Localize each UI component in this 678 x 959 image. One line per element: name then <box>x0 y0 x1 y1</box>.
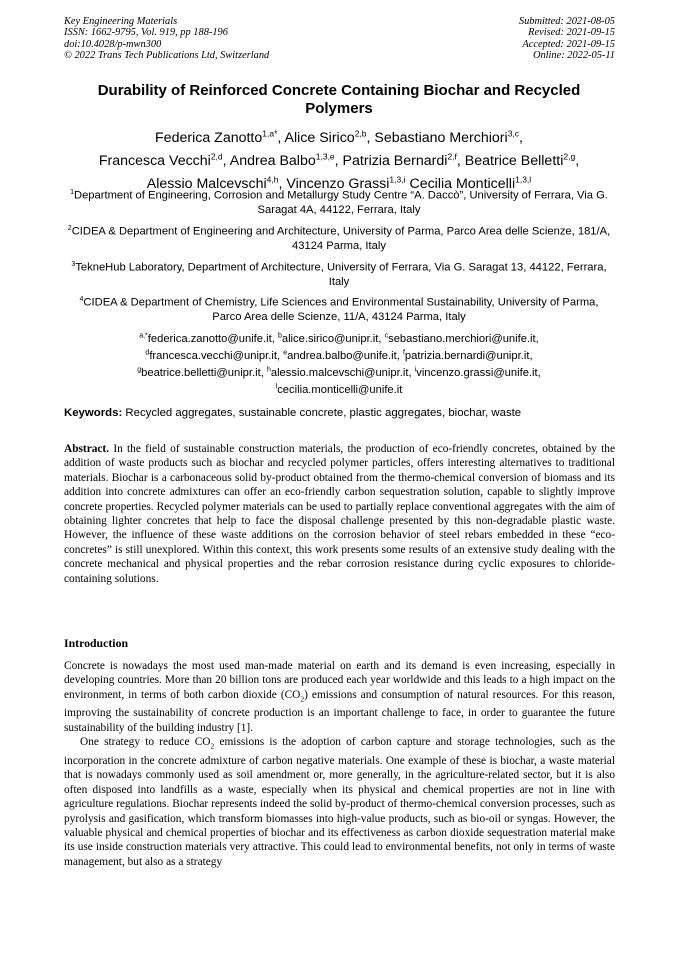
author <box>343 153 465 169</box>
email-marker: b <box>277 332 282 339</box>
author-name: Sebastiano Merchiori <box>374 129 508 146</box>
introduction-paragraph-1 <box>64 659 615 735</box>
email-separator: , <box>260 367 267 380</box>
email-entry <box>283 350 403 362</box>
author-name: Alice Sirico <box>284 129 355 146</box>
email-address[interactable]: cecilia.monticelli@unife.it <box>277 384 403 397</box>
email-address[interactable]: alessio.malcevschi@unipr.it <box>270 367 409 380</box>
affiliation-text: Department of Engineering, Corrosion and Metallurgy Study Centre “A. Daccò”, University of Ferrara, Via G. Saragat 4A, 44122, Ferrara, Italy <box>73 189 608 216</box>
author-name: Federica Zanotto <box>155 129 263 146</box>
email-entry <box>137 367 267 379</box>
email-address[interactable]: alice.sirico@unipr.it <box>281 332 379 345</box>
paragraph-text: One strategy to reduce CO <box>80 736 211 749</box>
email-separator: , <box>378 332 385 345</box>
email-address[interactable]: andrea.balbo@unife.it <box>287 349 397 362</box>
author-affiliation-marker: 3,c <box>507 128 520 138</box>
email-separator: , <box>271 332 278 345</box>
paper-title: Durability of Reinforced Concrete Containing Biochar and Recycled Polymers <box>97 82 581 117</box>
journal-header-left <box>64 16 269 61</box>
copyright-line: © 2022 Trans Tech Publications Ltd, Switzerland <box>64 49 270 61</box>
email-entry <box>139 333 278 345</box>
author-separator: , <box>334 152 343 169</box>
affiliation-1 <box>64 186 614 217</box>
email-address[interactable]: vincenzo.grassi@unife.it <box>416 367 538 380</box>
author-name: Andrea Balbo <box>229 152 316 169</box>
email-marker: f <box>402 349 405 357</box>
author-name: Vincenzo Grassi <box>286 175 390 192</box>
journal-header-right <box>519 16 615 61</box>
author-affiliation-marker: 2,d <box>210 151 223 162</box>
abstract-label: Abstract. <box>64 443 110 455</box>
author-affiliation-marker: 4,h <box>266 174 279 185</box>
email-marker: c <box>384 332 389 339</box>
email-address[interactable]: sebastiano.merchiori@unife.it <box>388 332 536 345</box>
email-separator: , <box>396 349 403 362</box>
email-entry <box>267 367 415 379</box>
email-marker: a,* <box>139 332 148 339</box>
email-entry <box>385 333 539 345</box>
subscript: 2 <box>300 694 305 704</box>
introduction-heading: Introduction <box>64 636 129 650</box>
author-affiliation-marker: 1,3,e <box>315 151 335 162</box>
paragraph-text: emissions is the adoption of carbon capture and storage technologies, such as the incorporation in the concrete admixture of carbon negative materials. One example of these is biochar, a waste material that is nowadays commonly used as soil amendment or, more generally, in the agriculture-related sector, but it is also often disposed into landfills as a waste, especially when its physical and chemical properties are not in line with agriculture regulations. Biochar represents indeed the solid by-product of thermo-chemical conversion processes, such as pyrolysis and gasification, which transform biomasses into high-value products, such as bio-oil or syngas. However, the valuable physical and chemical properties of biochar and its effectiveness as carbon dioxide sequestration material make its use inside construction materials very attractive. This could lead to environmental benefits, not only in terms of waste management, but also as a strategy <box>64 736 615 868</box>
author <box>465 153 579 169</box>
email-list <box>64 329 614 398</box>
journal-name: Key Engineering Materials <box>64 16 178 27</box>
affiliation-number: 1 <box>70 189 74 196</box>
affiliation-text: CIDEA & Department of Chemistry, Life Sciences and Environmental Sustainability, University of Parma, Parco Area delle Scienze, 11/A, 43124 Parma, Italy <box>83 296 599 323</box>
email-address[interactable]: beatrice.belletti@unipr.it <box>141 367 261 380</box>
paragraph-text: ) emissions and consumption of natural resources. For this reason, improving the sustainability of concrete production is an important challenge to face, in order to guarantee the future sustainability of the building industry [1]. <box>64 688 615 734</box>
author-name: Patrizia Bernardi <box>342 152 448 169</box>
author-separator: , <box>366 129 375 146</box>
subscript: 2 <box>210 741 215 751</box>
email-separator: , <box>276 349 284 362</box>
email-marker: h <box>266 366 271 374</box>
keywords-label: Keywords: <box>64 407 123 419</box>
abstract-text: In the field of sustainable construction materials, the production of eco-friendly concretes, obtained by the addition of waste products such as biochar and recycled polymer particles, offers interesting alternatives to traditional materials. Biochar is a carbonaceous solid by-product obtained from the thermo-chemical conversion of biomass and its addition into concrete admixtures can offer an eco-friendly carbon sequestration solution, capable to slightly improve concrete properties. Recycled polymer materials can be used to partially replace conventional aggregates with the aim of obtaining lighter concretes that help to face the disposal challenge presented by this non-degradable plastic waste. However, the influence of these waste additions on the corrosion behavior of steel rebars embedded in these “eco-concretes” is still unexplored. Within this context, this work presents some results of an extensive study dealing with the concrete mechanical and physical properties and the rebar corrosion resistance during cyclic exposures to chloride-containing solutions. <box>64 443 615 585</box>
doi-line: doi:10.4028/p-mwn300 <box>64 38 162 50</box>
author <box>230 153 343 169</box>
email-separator: , <box>537 367 541 380</box>
author-separator: , <box>456 152 465 169</box>
affiliation-4 <box>64 293 614 324</box>
author-separator: , <box>519 129 523 146</box>
issn-line: ISSN: 1662-9795, Vol. 919, pp 188-196 <box>64 27 228 39</box>
email-entry <box>276 384 403 396</box>
author-name: Cecilia Monticelli <box>409 175 516 192</box>
author-separator: , <box>278 175 287 192</box>
author-name: Alessio Malcevschi <box>146 175 267 192</box>
email-entry <box>403 350 533 362</box>
paragraph-text: Concrete is nowadays the most used man-made material on earth and its demand is even increasing, especially in developing countries. More than 20 billion tons are produced each year worldwide and this leads to a high impact on the environment, in terms of both carbon dioxide (CO <box>64 660 615 701</box>
affiliation-number: 2 <box>67 225 72 232</box>
abstract <box>64 442 615 586</box>
author <box>155 130 285 146</box>
introduction-body <box>64 659 615 869</box>
author-affiliation-marker: 1,3,l <box>515 174 532 185</box>
introduction-paragraph-2 <box>64 735 615 869</box>
keywords-text: Recycled aggregates, sustainable concrete, plastic aggregates, biochar, waste <box>125 407 522 419</box>
author-separator: , <box>277 129 285 146</box>
accepted-date: Accepted: 2021-09-15 <box>522 38 615 50</box>
email-address[interactable]: patrizia.bernardi@unipr.it <box>404 349 530 362</box>
author-affiliation-marker: 2,g <box>563 151 576 162</box>
email-address[interactable]: francesca.vecchi@unipr.it <box>149 349 277 362</box>
email-separator: , <box>408 367 415 380</box>
email-address[interactable]: federica.zanotto@unife.it <box>147 332 272 345</box>
email-separator: , <box>529 349 533 362</box>
email-entry <box>145 350 283 362</box>
email-entry <box>415 367 541 379</box>
affiliation-number: 4 <box>79 296 84 303</box>
affiliation-number: 3 <box>71 261 76 268</box>
author-affiliation-marker: 2,f <box>447 151 457 162</box>
author-affiliation-marker: 1,a* <box>262 128 278 138</box>
email-separator: , <box>535 332 539 345</box>
submitted-date: Submitted: 2021-08-05 <box>518 16 615 27</box>
author-affiliation-marker: 2,b <box>354 128 367 138</box>
affiliation-text: CIDEA & Department of Engineering and Architecture, University of Parma, Parco Area delle Scienze, 181/A, 43124 Parma, Italy <box>71 225 611 252</box>
author <box>99 153 230 169</box>
email-marker: i <box>414 366 417 374</box>
email-marker: l <box>275 383 278 391</box>
author-separator: , <box>222 152 230 169</box>
author-name: Beatrice Belletti <box>464 152 564 169</box>
author-affiliation-marker: 1,3,i <box>389 174 406 185</box>
online-date: Online: 2022-05-11 <box>532 49 615 61</box>
author-separator: , <box>575 152 580 169</box>
affiliation-3 <box>64 258 614 289</box>
author-list <box>56 124 622 193</box>
author <box>285 130 375 146</box>
affiliation-2 <box>64 222 614 253</box>
affiliation-text: TekneHub Laboratory, Department of Architecture, University of Ferrara, Via G. Saragat 13, 44122, Ferrara, Italy <box>75 261 607 288</box>
author-name: Francesca Vecchi <box>98 152 211 169</box>
email-marker: d <box>145 349 150 357</box>
keywords <box>64 406 616 420</box>
email-marker: e <box>283 349 288 357</box>
author <box>374 130 523 146</box>
email-marker: g <box>137 366 142 374</box>
revised-date: Revised: 2021-09-15 <box>528 27 615 39</box>
email-entry <box>278 333 385 345</box>
